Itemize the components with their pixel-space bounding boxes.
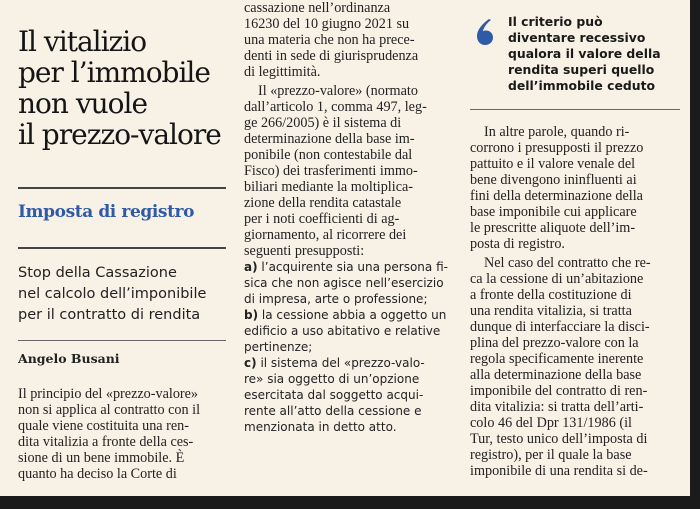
divider xyxy=(18,340,226,341)
subtitle: Stop della Cassazione nel calcolo dell’imponibile per il contratto di rendita xyxy=(18,265,207,323)
section-label: Imposta di registro xyxy=(18,202,195,222)
list-marker: c) xyxy=(244,356,257,370)
list-item xyxy=(244,259,454,307)
list-marker: b) xyxy=(244,308,259,322)
column-1 xyxy=(18,0,226,496)
divider xyxy=(470,109,680,110)
pullquote: Il criterio può diventare recessivo qualora il valore della rendita superi quello dell’immobile ceduto xyxy=(508,14,661,93)
pullquote-box xyxy=(470,14,680,109)
list-text: l’acquirente sia una persona fi- sica che non agisce nell’esercizio di impresa, arte o professione; xyxy=(244,260,448,306)
list-item xyxy=(244,307,454,355)
divider xyxy=(18,247,226,249)
column-3 xyxy=(470,0,680,496)
list-text: il sistema del «prezzo-valo- re» sia oggetto di un’opzione esercitata dal soggetto acqui- rente all’atto della cessione e menzionata in detto atto. xyxy=(244,356,425,434)
list-item xyxy=(244,355,454,435)
article-paragraph: Il «prezzo-valore» (normato dall’articolo 1, comma 497, leg- ge 266/2005) è il sistema di determinazione della base im- ponibile (non contestabile dal Fisco) dei trasferimenti immo- biliari mediante la moltiplica- zione della rendita catastale per i noti coefficienti di ag- giornamento, al ricorrere dei seguenti presupposti: xyxy=(244,83,427,259)
author-byline: Angelo Busani xyxy=(18,351,120,366)
column-2 xyxy=(244,0,454,496)
headline: Il vitalizio per l’immobile non vuole il prezzo-valore xyxy=(18,25,221,151)
divider xyxy=(18,187,226,189)
article-paragraph: cassazione nell’ordinanza 16230 del 10 giugno 2021 su una materia che non ha prece- denti in sede di giurisprudenza di legittimità. xyxy=(244,0,419,80)
article-paragraph: Nel caso del contratto che re- ca la cessione di un’abitazione a fronte della costituzione di una rendita vitalizia, si tratta dunque di interfacciare la disci- plina del prezzo-valore con la regola specificamente inerente alla determinazione della base imponibile del contratto di ren- dita vitalizia: si tratta dell’arti- colo 46 del Dpr 131/1986 (il Tur, testo unico dell’imposta di registro), per il quale la base imponibile di una rendita si de- xyxy=(470,255,651,479)
quote-mark-icon xyxy=(474,18,496,46)
list-marker: a) xyxy=(244,260,258,274)
article-paragraph: In altre parole, quando ri- corrono i presupposti il prezzo pattuito e il valore venale del bene divengono ininfluenti ai fini della determinazione della base imponibile cui applicare le prescritte aliquote dell’im- posta di registro. xyxy=(470,124,644,252)
list-text: la cessione abbia a oggetto un edificio a uso abitativo e relative pertinenze; xyxy=(244,308,447,354)
article-paragraph: Il principio del «prezzo-valore» non si applica al contratto con il quale viene costituita una ren- dita vitalizia a fronte della ces- sione di un bene immobile. È quanto ha deciso la Corte di xyxy=(18,386,201,482)
